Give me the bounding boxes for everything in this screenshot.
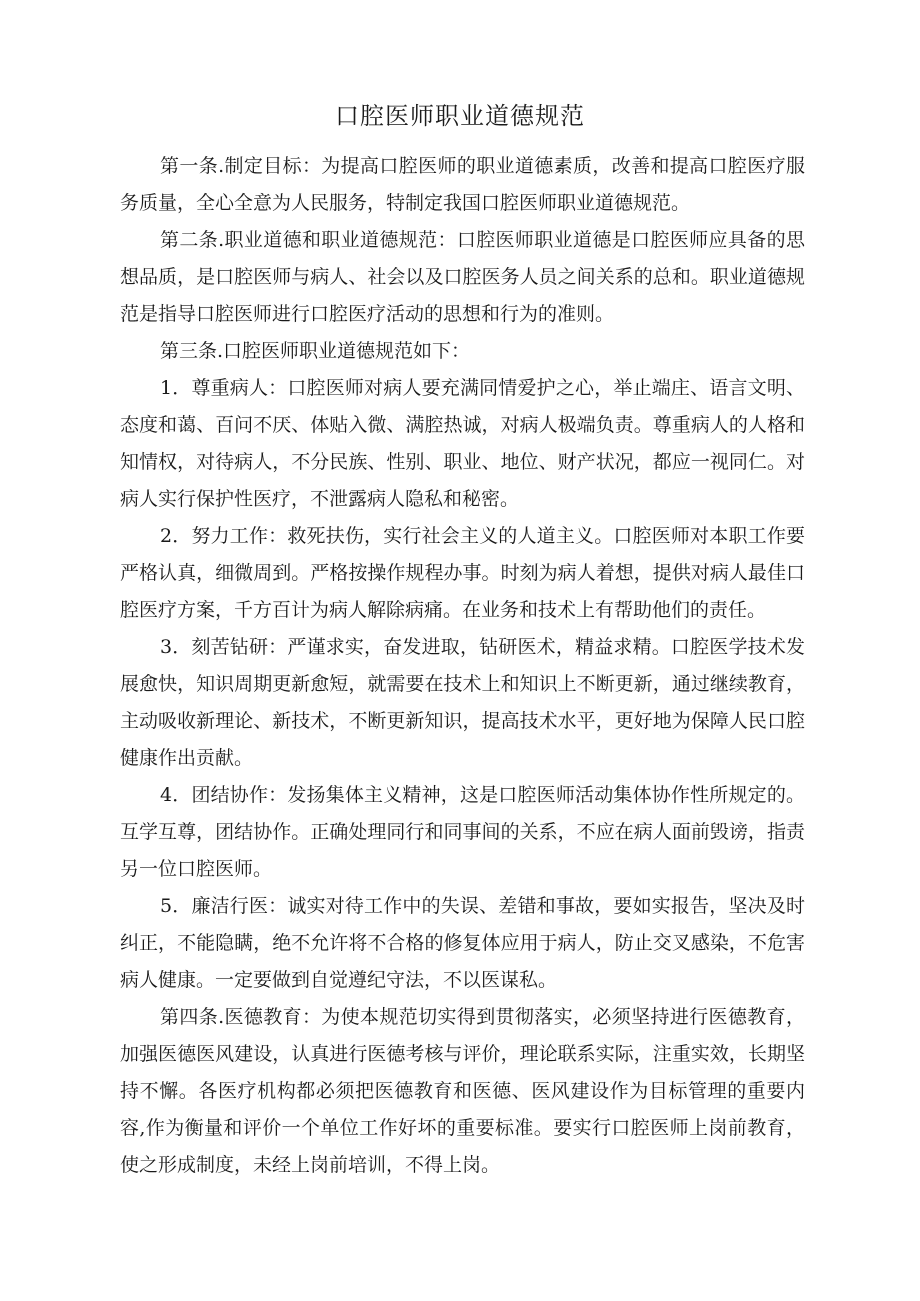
paragraph-item-3: 3．刻苦钻研：严谨求实，奋发进取，钻研医术，精益求精。口腔医学技术发展愈快，知识周期更新愈短，就需要在技术上和知识上不断更新，通过继续教育，主动吸收新理论、新技术，不断更新知识，提高技术水平，更好地为保障人民口腔健康作出贡献。 xyxy=(120,636,805,769)
paragraph-article-4: 第四条.医德教育：为使本规范切实得到贯彻落实，必须坚持进行医德教育，加强医德医风建设，认真进行医德考核与评价，理论联系实际，注重实效，长期坚持不懈。各医疗机构都必须把医德教育和医德、医风建设作为目标管理的重要内容,作为衡量和评价一个单位工作好坏的重要标准。要实行口腔医师上岗前教育，使之形成制度，未经上岗前培训，不得上岗。 xyxy=(120,1006,805,1176)
paragraph-article-1: 第一条.制定目标：为提高口腔医师的职业道德素质，改善和提高口腔医疗服务质量，全心全意为人民服务，特制定我国口腔医师职业道德规范。 xyxy=(120,155,805,214)
paragraph-item-2: 2．努力工作：救死扶伤，实行社会主义的人道主义。口腔医师对本职工作要严格认真，细微周到。严格按操作规程办事。时刻为病人着想，提供对病人最佳口腔医疗方案，千方百计为病人解除病痛。在业务和技术上有帮助他们的责任。 xyxy=(120,525,805,621)
document-title: 口腔医师职业道德规范 xyxy=(335,102,585,130)
paragraph-article-2: 第二条.职业道德和职业道德规范：口腔医师职业道德是口腔医师应具备的思想品质，是口腔医师与病人、社会以及口腔医务人员之间关系的总和。职业道德规范是指导口腔医师进行口腔医疗活动的思想和行为的准则。 xyxy=(120,229,805,325)
paragraph-article-3: 第三条.口腔医师职业道德规范如下： xyxy=(160,340,471,362)
paragraph-item-1: 1．尊重病人：口腔医师对病人要充满同情爱护之心，举止端庄、语言文明、态度和蔼、百问不厌、体贴入微、满腔热诚，对病人极端负责。尊重病人的人格和知情权，对待病人，不分民族、性别、职业、地位、财产状况，都应一视同仁。对病人实行保护性医疗，不泄露病人隐私和秘密。 xyxy=(120,377,805,510)
paragraph-item-5: 5．廉洁行医：诚实对待工作中的失误、差错和事故，要如实报告，坚决及时纠正，不能隐瞒，绝不允许将不合格的修复体应用于病人，防止交叉感染，不危害病人健康。一定要做到自觉遵纪守法，不以医谋私。 xyxy=(120,895,805,991)
document-body xyxy=(120,148,805,1184)
paragraph-item-4: 4．团结协作：发扬集体主义精神，这是口腔医师活动集体协作性所规定的。互学互尊，团结协作。正确处理同行和同事间的关系，不应在病人面前毁谤，指责另一位口腔医师。 xyxy=(120,784,805,880)
